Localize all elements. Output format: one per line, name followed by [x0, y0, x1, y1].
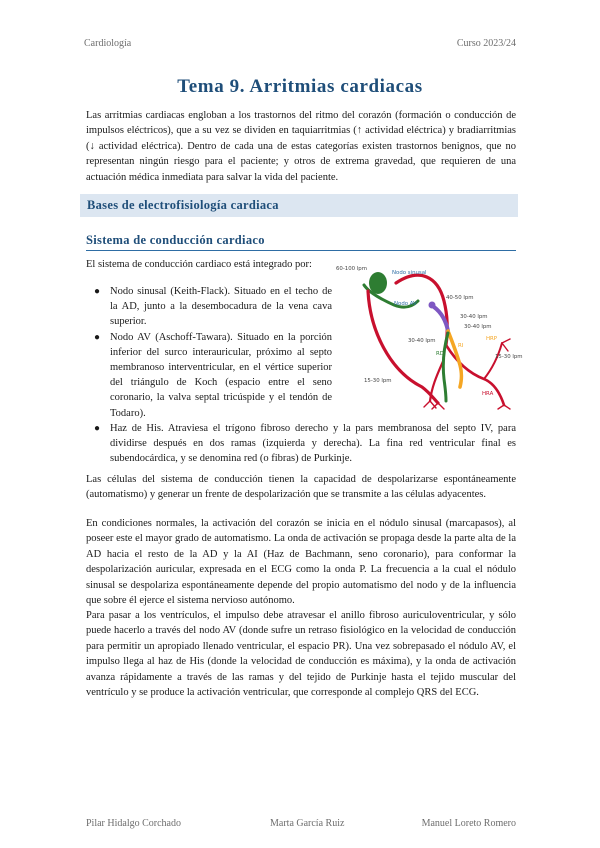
footer-author-1: Pilar Hidalgo Corchado — [86, 818, 181, 829]
label-ri-rate: 15-30 lpm — [495, 354, 523, 360]
bullet-icon: ● — [94, 331, 101, 343]
label-av-node: Nodo AV — [394, 301, 417, 307]
label-rd-low-rate: 15-30 lpm — [364, 378, 392, 384]
label-sa-node: Nodo sinusal — [392, 270, 427, 276]
lead-text: El sistema de conducción cardiaco está integrado por: — [86, 259, 312, 270]
list-item-text: Nodo AV (Aschoff-Tawara). Situado en la porción inferior del surco interauricular, próximo al septo membranoso interventricular, en el vértice superior del triángulo de Koch (espacio entre el seno coronario, la valva septal tricúspide y el tendón de Todaro). — [110, 331, 332, 419]
footer-author-3: Manuel Loreto Romero — [421, 818, 516, 829]
list-item-av-node — [86, 330, 332, 421]
bullet-icon: ● — [94, 422, 101, 434]
intro-paragraph: Las arritmias cardiacas engloban a los trastornos del ritmo del corazón (formación o conducción de impulsos eléctricos), que a su vez se dividen en taquiarritmias (↑ actividad eléctrica) y bradiarritmias (↓ actividad eléctrica). Dentro de cada una de estas categorías existen trastornos benignos, que no representan ningún riesgo para el paciente; y otros de extrema gravedad, que requieren de una actuación médica inmediata para salvar la vida del paciente. — [86, 110, 516, 183]
list-item-text: Haz de His. Atraviesa el trígono fibroso derecho y la pars membranosa del septo IV, para dividirse después en dos ramas (izquierda y derecha). La fina red ventricular final es subendocárdica, y se denomina red (o fibras) de Purkinje. — [110, 422, 516, 465]
page-title: Tema 9. Arritmias cardiacas — [177, 76, 423, 97]
list-item-sa-node — [86, 284, 332, 330]
label-rd: RD — [436, 351, 444, 357]
label-his-rate-1: 30-40 lpm — [460, 314, 488, 320]
paragraph-automatism: Las células del sistema de conducción tienen la capacidad de despolarizarse espontáneamente (automatismo) y generar un frente de despolarización que se transmite a las células adyacentes. — [86, 474, 516, 501]
label-sa-rate: 60-100 lpm — [336, 266, 367, 272]
conduction-components-list — [86, 284, 516, 466]
label-av-rate: 40-50 lpm — [446, 295, 474, 301]
subsection-heading — [86, 231, 516, 251]
bullet-icon: ● — [94, 286, 101, 297]
footer-author-2: Marta García Ruiz — [270, 818, 345, 829]
paragraph-ventricular-activation: Para pasar a los ventrículos, el impulso debe atravesar el anillo fibroso auriculoventricular, y sólo puede hacerlo a través del nodo AV (donde sufre un retraso fisiológico en la velocidad de conducción para permitir un apropiado llenado ventricular, el espacio PR). Una vez sobrepasado el nódulo AV, el impulso llega al haz de His (donde la velocidad de conducción es máxima), y la onda de activación avanza rápidamente a través de las ramas y del tejido de Purkinje hasta el tejido muscular del ventrículo y se produce la activación ventricular, que corresponde al complejo QRS del ECG. — [86, 610, 516, 699]
label-rd-rate: 30-40 lpm — [408, 338, 436, 344]
subsection-heading-text: Sistema de conducción cardiaco — [86, 233, 265, 247]
section-heading-text: Bases de electrofisiología cardiaca — [87, 198, 279, 212]
header-course: Cardiología — [84, 38, 132, 49]
section-heading — [80, 194, 518, 217]
label-ri: RI — [458, 343, 464, 349]
list-item-text: Nodo sinusal (Keith-Flack). Situado en el techo de la AD, junto a la desembocadura de la vena cava superior. — [110, 286, 332, 328]
label-hra: HRA — [482, 391, 494, 397]
label-hrp: HRP — [486, 336, 498, 342]
header-year: Curso 2023/24 — [456, 38, 516, 49]
list-item-his-bundle — [86, 421, 516, 467]
paragraph-sinus-activation: En condiciones normales, la activación del corazón se inicia en el nódulo sinusal (marcapasos), al poseer este el mayor grado de automatismo. La onda de activación se propaga desde la parte alta de la AD hacia el resto de la AD y la AI (Haz de Bachmann, seno coronario), para conformar la despolarización auricular, expresada en el ECG como la onda P. La frecuencia a la cual el nódulo sinusal se despolariza espontáneamente depende del propio automatismo del nodo y de la influencia que sobre él ejerce el sistema nervioso autónomo. — [86, 518, 516, 607]
label-his-rate-2: 30-40 lpm — [464, 324, 492, 330]
